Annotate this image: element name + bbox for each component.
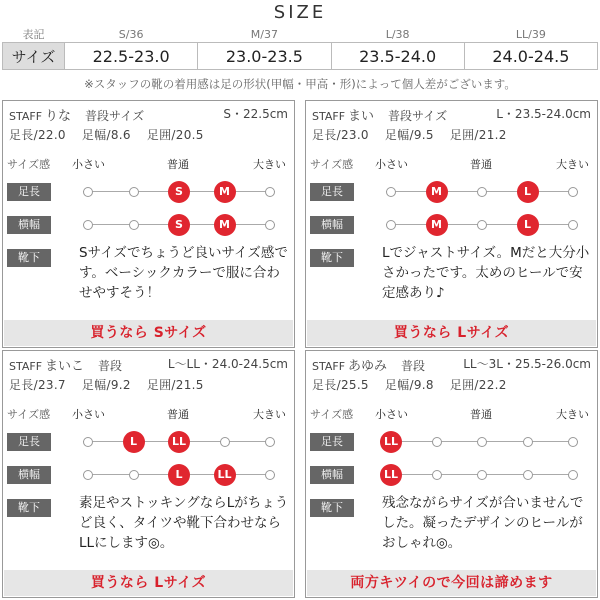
scale-dot <box>477 470 487 480</box>
row-label-length: 足長 <box>310 433 354 451</box>
scale-label-big: 大きい <box>253 158 286 171</box>
size-mark: M <box>214 181 236 203</box>
width-scale <box>83 213 275 237</box>
size-mark: M <box>214 214 236 236</box>
scale-dot <box>220 437 230 447</box>
size-mark: S <box>168 214 190 236</box>
scale-dot <box>265 437 275 447</box>
length-scale <box>83 180 275 204</box>
size-value-m: 23.0-23.5 <box>198 43 331 70</box>
scale-dot <box>83 437 93 447</box>
row-label-length: 足長 <box>310 183 354 201</box>
foot-width: 足幅/9.2 <box>81 378 131 392</box>
usual-size-value: LL〜3L・25.5-26.0cm <box>463 357 591 371</box>
scale-dot <box>523 470 533 480</box>
size-table-value-row <box>3 43 598 70</box>
row-label-socks: 靴下 <box>7 499 51 517</box>
scale-label-small: 小さい <box>72 408 105 421</box>
foot-width: 足幅/8.6 <box>81 128 131 142</box>
staff-tag: STAFF <box>312 110 346 123</box>
size-mark: L <box>517 181 539 203</box>
size-mark: L <box>123 431 145 453</box>
staff-card <box>305 100 598 348</box>
row-label-width: 横幅 <box>7 466 51 484</box>
foot-length: 足長/23.0 <box>312 128 369 142</box>
staff-tag: STAFF <box>312 360 346 373</box>
foot-width: 足幅/9.8 <box>384 378 434 392</box>
width-scale <box>83 463 275 487</box>
staff-card-header <box>312 355 591 374</box>
size-verdict: 買うなら Lサイズ <box>307 320 596 346</box>
size-table-row-label: サイズ <box>3 43 65 70</box>
foot-width: 足幅/9.5 <box>384 128 434 142</box>
usual-size-value: S・22.5cm <box>223 107 288 121</box>
foot-measurements <box>312 126 523 143</box>
scale-label-mid: 普通 <box>167 158 189 171</box>
scale-dot <box>386 187 396 197</box>
size-sense-label: サイズ感 <box>310 158 354 171</box>
size-mark: LL <box>168 431 190 453</box>
scale-dot <box>568 470 578 480</box>
size-label-m: M/37 <box>250 27 278 41</box>
staff-card-header <box>9 105 288 124</box>
row-label-socks: 靴下 <box>310 499 354 517</box>
width-scale <box>383 463 578 487</box>
row-label-width: 横幅 <box>310 466 354 484</box>
size-verdict: 両方キツイので今回は諦めます <box>307 570 596 596</box>
foot-girth: 足囲/20.5 <box>146 128 204 142</box>
scale-dot <box>386 220 396 230</box>
scale-label-small: 小さい <box>375 408 408 421</box>
scale-dot <box>265 187 275 197</box>
staff-name: あゆみ <box>348 359 388 374</box>
size-verdict: 買うなら Lサイズ <box>4 570 293 596</box>
scale-dot <box>568 437 578 447</box>
usual-size-label: 普段サイズ <box>85 109 145 123</box>
foot-measurements <box>9 376 220 393</box>
foot-length: 足長/23.7 <box>9 378 66 392</box>
scale-dot <box>432 470 442 480</box>
staff-comment: Lでジャストサイズ。Mだと大分小さかったです。太めのヒールで安定感あり♪ <box>382 245 590 301</box>
scale-dot <box>477 220 487 230</box>
usual-size-value: L〜LL・24.0-24.5cm <box>167 357 288 371</box>
usual-size-value: L・23.5-24.0cm <box>496 107 591 121</box>
size-mark: M <box>426 214 448 236</box>
size-mark: L <box>517 214 539 236</box>
staff-comment: Sサイズでちょうど良いサイズ感です。ベーシックカラーで服に合わせやすそう！ <box>79 245 288 301</box>
scale-label-big: 大きい <box>253 408 286 421</box>
usual-size-label: 普段 <box>401 359 426 373</box>
size-sense-label: サイズ感 <box>310 408 354 421</box>
fit-disclaimer: ※スタッフの靴の着用感は足の形状(甲幅・甲高・形)によって個人差がございます。 <box>84 77 516 91</box>
scale-dot <box>129 220 139 230</box>
size-value-s: 22.5-23.0 <box>65 43 198 70</box>
length-scale <box>386 180 578 204</box>
scale-dot <box>432 437 442 447</box>
foot-measurements <box>9 126 220 143</box>
scale-label-big: 大きい <box>556 408 589 421</box>
size-label-s: S/36 <box>118 27 144 41</box>
scale-dot <box>83 220 93 230</box>
size-value-l: 23.5-24.0 <box>331 43 464 70</box>
size-mark: LL <box>380 431 402 453</box>
scale-dot <box>129 470 139 480</box>
staff-card-header <box>9 355 288 374</box>
scale-dot <box>83 470 93 480</box>
length-scale <box>83 430 275 454</box>
size-mark: LL <box>380 464 402 486</box>
size-verdict: 買うなら Sサイズ <box>4 320 293 346</box>
scale-label-mid: 普通 <box>470 408 492 421</box>
size-mark: M <box>426 181 448 203</box>
staff-comment: 残念ながらサイズが合いませんでした。凝ったデザインのヒールがおしゃれ◎。 <box>382 495 584 551</box>
scale-dot <box>265 470 275 480</box>
row-label-socks: 靴下 <box>7 249 51 267</box>
staff-name: まいこ <box>45 359 85 374</box>
scale-dot <box>568 220 578 230</box>
scale-label-mid: 普通 <box>470 158 492 171</box>
size-sense-label: サイズ感 <box>7 158 51 171</box>
page-title: SIZE <box>273 2 327 23</box>
staff-card <box>2 100 295 348</box>
row-label-width: 横幅 <box>7 216 51 234</box>
scale-dot <box>477 187 487 197</box>
size-value-ll: 24.0-24.5 <box>464 43 597 70</box>
scale-dot <box>568 187 578 197</box>
scale-label-big: 大きい <box>556 158 589 171</box>
scale-dot <box>523 437 533 447</box>
staff-name: まい <box>348 109 375 124</box>
staff-comment: 素足やストッキングならLがちょうど良く、タイツや靴下合わせならLLにします◎。 <box>79 495 289 551</box>
size-label-ll: LL/39 <box>515 27 546 41</box>
size-mark: L <box>168 464 190 486</box>
foot-girth: 足囲/21.5 <box>146 378 204 392</box>
foot-girth: 足囲/21.2 <box>449 128 507 142</box>
size-mark: LL <box>214 464 236 486</box>
staff-name: りな <box>45 109 72 124</box>
length-scale <box>383 430 578 454</box>
foot-measurements <box>312 376 523 393</box>
usual-size-label: 普段 <box>98 359 123 373</box>
size-table-header-row <box>3 26 598 43</box>
staff-card <box>2 350 295 598</box>
width-scale <box>386 213 578 237</box>
staff-tag: STAFF <box>9 110 43 123</box>
staff-card-header <box>312 105 591 124</box>
staff-card <box>305 350 598 598</box>
foot-length: 足長/22.0 <box>9 128 66 142</box>
scale-label-small: 小さい <box>72 158 105 171</box>
scale-label-mid: 普通 <box>167 408 189 421</box>
scale-label-small: 小さい <box>375 158 408 171</box>
foot-length: 足長/25.5 <box>312 378 369 392</box>
size-label-l: L/38 <box>385 27 410 41</box>
row-label-width: 横幅 <box>310 216 354 234</box>
scale-dot <box>83 187 93 197</box>
size-table-header-label: 表記 <box>22 28 45 41</box>
size-table <box>2 26 598 70</box>
scale-dot <box>129 187 139 197</box>
size-mark: S <box>168 181 190 203</box>
scale-dot <box>265 220 275 230</box>
usual-size-label: 普段サイズ <box>388 109 448 123</box>
row-label-length: 足長 <box>7 183 51 201</box>
row-label-length: 足長 <box>7 433 51 451</box>
size-sense-label: サイズ感 <box>7 408 51 421</box>
staff-tag: STAFF <box>9 360 43 373</box>
scale-dot <box>477 437 487 447</box>
row-label-socks: 靴下 <box>310 249 354 267</box>
foot-girth: 足囲/22.2 <box>449 378 507 392</box>
